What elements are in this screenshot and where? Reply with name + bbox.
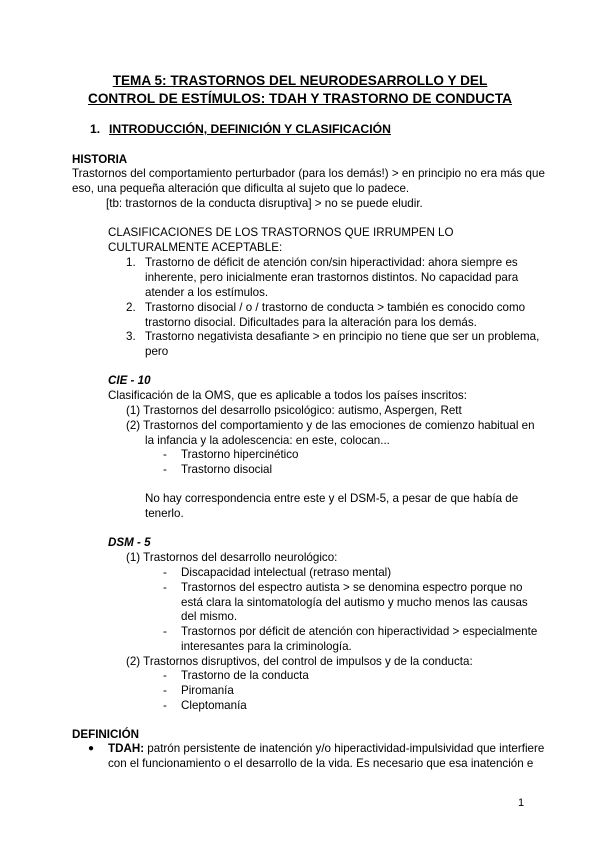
list-item-text: Trastorno negativista desafiante > en principio no tiene que ser un problema,	[145, 330, 540, 343]
list-item-text: inherente, pero inicialmente eran trastornos distintos. No capacidad para	[145, 271, 519, 284]
dsm-sub-item-cont: interesantes para la criminología.	[181, 640, 352, 653]
list-item-text: trastorno disocial. Dificultades para la alteración para los demás.	[145, 316, 477, 329]
document-title	[60, 72, 540, 108]
historia-text-1: Trastornos del comportamiento perturbador (para los demás!) > en principio no era más que	[72, 167, 545, 180]
historia-text-2: eso, una pequeña alteración que dificulta al sujeto que lo padece.	[72, 182, 410, 195]
dash-bullet: -	[163, 699, 167, 712]
dsm-sub-item-cont: del mismo.	[181, 610, 238, 623]
dsm-sub-item: Trastornos por déficit de atención con hiperactividad > especialmente	[181, 625, 538, 638]
historia-heading: HISTORIA	[72, 153, 128, 166]
dash-bullet: -	[163, 669, 167, 682]
list-item-number: 3.	[126, 330, 136, 343]
cie-sub-item: Trastorno hipercinético	[181, 448, 299, 461]
definicion-text-2: con el funcionamiento o el desarrollo de la vida. Es necesario que esa inatención e	[108, 757, 534, 770]
cie-item-1: (1) Trastornos del desarrollo psicológico: autismo, Aspergen, Rett	[126, 404, 462, 417]
definicion-text-1	[108, 741, 544, 756]
cie-item-2-line-1: (2) Trastornos del comportamiento y de las emociones de comienzo habitual en	[126, 419, 535, 432]
dsm-item-1: (1) Trastornos del desarrollo neurológico:	[126, 551, 338, 564]
dsm-heading: DSM - 5	[108, 536, 151, 549]
cie-item-2-line-2: la infancia y la adolescencia: en este, colocan...	[145, 434, 390, 447]
title-line-1: TEMA 5: TRASTORNOS DEL NEURODESARROLLO Y DEL	[112, 73, 488, 88]
cie-note-line-1: No hay correspondencia entre este y el DSM-5, a pesar de que había de	[145, 492, 519, 505]
clasificaciones-line-2: CULTURALMENTE ACEPTABLE:	[108, 241, 283, 254]
list-item-number: 2.	[126, 301, 136, 314]
dsm-sub-item: Cleptomanía	[181, 699, 247, 712]
dash-bullet: -	[163, 448, 167, 461]
dsm-sub-item: Piromanía	[181, 684, 234, 697]
list-item-text: Trastorno disocial / o / trastorno de conducta > también es conocido como	[145, 301, 526, 314]
list-item-text: Trastorno de déficit de atención con/sin hiperactividad: ahora siempre es	[145, 256, 518, 269]
definicion-heading: DEFINICIÓN	[72, 728, 139, 741]
clasificaciones-line-1: CLASIFICACIONES DE LOS TRASTORNOS QUE IRRUMPEN LO	[108, 226, 454, 239]
bullet-icon: ●	[88, 743, 95, 754]
cie-note-line-2: tenerlo.	[145, 507, 184, 520]
cie-intro: Clasificación de la OMS, que es aplicable a todos los países inscritos:	[108, 389, 467, 402]
dsm-sub-item: Trastorno de la conducta	[181, 669, 309, 682]
dash-bullet: -	[163, 566, 167, 579]
dash-bullet: -	[163, 581, 167, 594]
dash-bullet: -	[163, 625, 167, 638]
dash-bullet: -	[163, 684, 167, 697]
section-heading: INTRODUCCIÓN, DEFINICIÓN Y CLASIFICACIÓN	[109, 122, 391, 136]
dsm-sub-item: Trastornos del espectro autista > se denomina espectro porque no	[181, 581, 523, 594]
dash-bullet: -	[163, 463, 167, 476]
list-item-number: 1.	[126, 256, 136, 269]
section-number: 1.	[90, 122, 101, 136]
dsm-sub-item-cont: está clara la sintomatología del autismo y mucho menos las causas	[181, 596, 528, 609]
title-line-2: CONTROL DE ESTÍMULOS: TDAH Y TRASTORNO DE CONDUCTA	[88, 91, 512, 106]
cie-heading: CIE - 10	[108, 374, 151, 387]
list-item-text: pero	[145, 345, 169, 358]
list-item-text: atender a los estímulos.	[145, 286, 269, 299]
dsm-sub-item: Discapacidad intelectual (retraso mental)	[181, 566, 392, 579]
dsm-item-2: (2) Trastornos disruptivos, del control de impulsos y de la conducta:	[126, 655, 473, 668]
cie-sub-item: Trastorno disocial	[181, 463, 273, 476]
page-number: 1	[518, 797, 525, 809]
historia-text-3: [tb: trastornos de la conducta disruptiva] > no se puede eludir.	[106, 197, 423, 210]
tdah-term: TDAH:	[108, 742, 145, 755]
tdah-definition: patrón persistente de inatención y/o hiperactividad-impulsividad que interfiere	[147, 742, 545, 755]
